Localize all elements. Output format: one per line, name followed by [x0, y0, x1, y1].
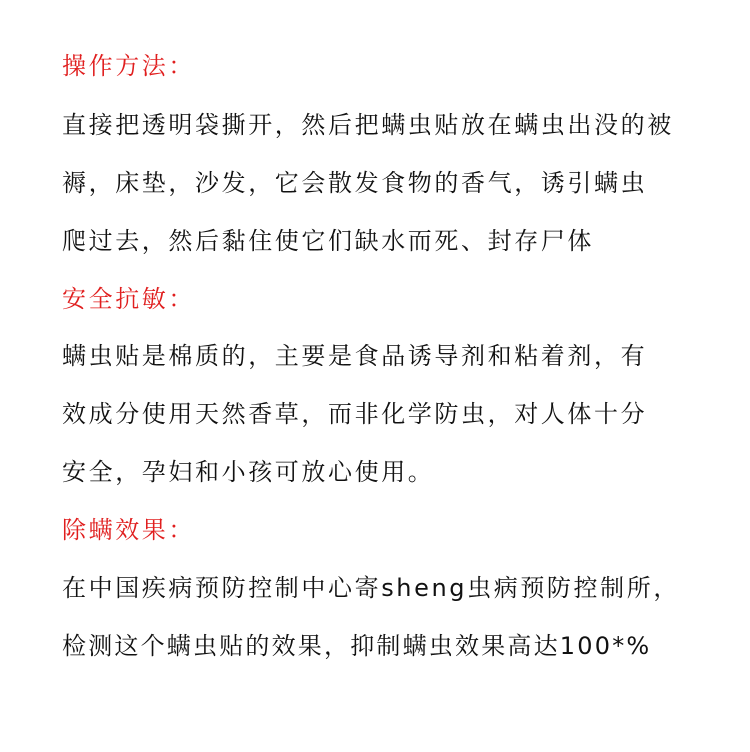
- usage-line-2: 褥，床垫，沙发，它会散发食物的香气，诱引螨虫: [62, 169, 648, 197]
- usage-line-1: 直接把透明袋撕开，然后把螨虫贴放在螨虫出没的被: [62, 111, 674, 139]
- effect-line-1: 在中国疾病预防控制中心寄sheng虫病预防控制所，: [62, 574, 680, 602]
- section-heading-usage: 操作方法：: [62, 52, 195, 80]
- effect-line-2: 检测这个螨虫贴的效果，抑制螨虫效果高达100*%: [62, 632, 652, 660]
- safety-line-1: 螨虫贴是棉质的，主要是食品诱导剂和粘着剂，有: [62, 342, 648, 370]
- usage-line-3: 爬过去，然后黏住使它们缺水而死、封存尸体: [62, 227, 594, 255]
- safety-line-3: 安全，孕妇和小孩可放心使用。: [62, 458, 435, 486]
- safety-line-2: 效成分使用天然香草，而非化学防虫，对人体十分: [62, 400, 648, 428]
- section-heading-safety: 安全抗敏：: [62, 285, 195, 313]
- section-heading-effect: 除螨效果：: [62, 516, 195, 544]
